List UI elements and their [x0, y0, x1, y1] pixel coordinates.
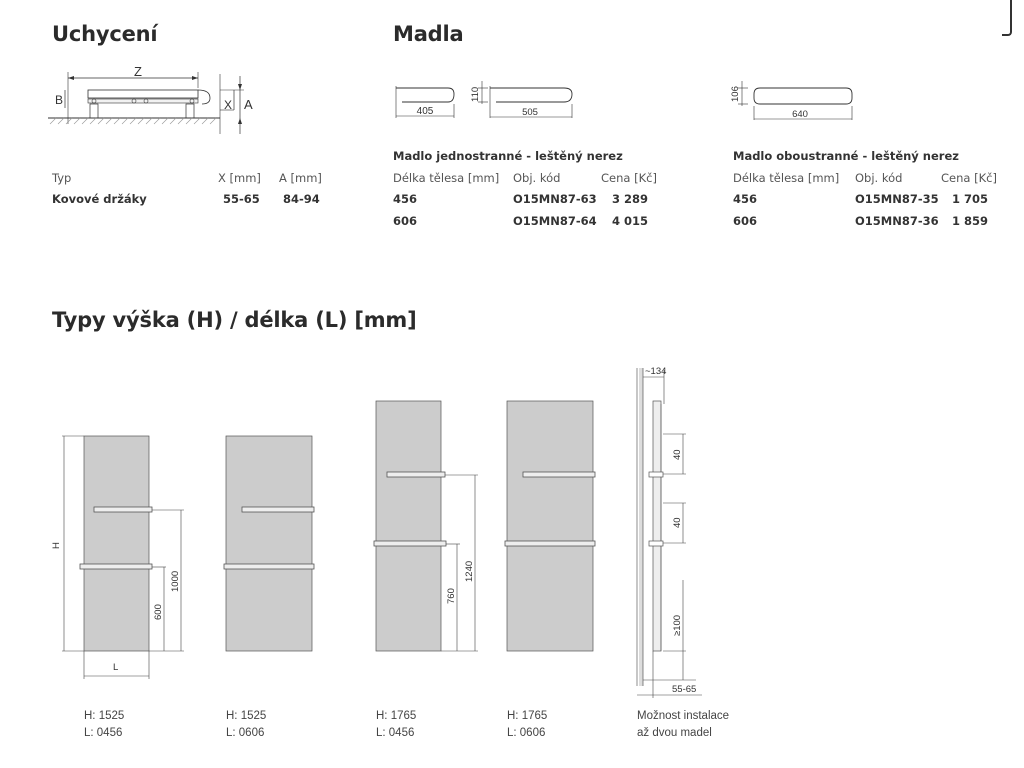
madlo-single-header-price: Cena [Kč]	[601, 171, 657, 185]
dim-x: X	[224, 98, 233, 112]
dim-side-top: ~134	[645, 366, 667, 377]
uchyceni-header-x: X [mm]	[218, 171, 261, 185]
dim-side-40a: 40	[672, 449, 683, 460]
madlo-double-row-price: 1 705	[952, 192, 989, 206]
variant-3-l: L: 0456	[376, 727, 415, 739]
madlo-single-header-code: Obj. kód	[513, 171, 561, 185]
uchyceni-header-typ: Typ	[52, 171, 72, 185]
madlo-single-row-price: 4 015	[612, 214, 649, 228]
uchyceni-row-a: 84-94	[283, 192, 320, 206]
dim-side-100: ≥100	[672, 614, 683, 636]
dim-side-bottom: 55-65	[672, 684, 697, 695]
variant-2	[226, 708, 266, 742]
madlo-single-row-len: 606	[393, 214, 418, 228]
dim-b: B	[55, 93, 64, 107]
madla-title: Madla	[393, 22, 464, 46]
install-note-line1: Možnost instalace	[637, 710, 730, 722]
radiator-2	[224, 436, 314, 651]
madlo-double-header-code: Obj. kód	[855, 171, 903, 185]
side-view	[637, 366, 702, 698]
madlo-double-row-code: O15MN87-36	[855, 214, 939, 228]
madlo-d1-label: 405	[416, 106, 434, 117]
radiator-4	[505, 401, 595, 651]
radiator-3	[374, 401, 478, 651]
madlo-double-header-len: Délka tělesa [mm]	[733, 171, 840, 185]
madlo-single-row-price: 3 289	[612, 192, 649, 206]
madlo-double-row-code: O15MN87-35	[855, 192, 939, 206]
dim-a: A	[244, 97, 253, 112]
install-note	[637, 708, 729, 742]
madlo-single-row-code: O15MN87-63	[513, 192, 597, 206]
madlo-d3-width-label: 640	[792, 109, 808, 120]
dim-600: 600	[153, 604, 164, 620]
dim-h: H	[51, 542, 62, 549]
variant-4-l: L: 0606	[507, 727, 546, 739]
dim-l: L	[113, 662, 119, 673]
madlo-single-row-code: O15MN87-64	[513, 214, 597, 228]
madlo-single-header-len: Délka tělesa [mm]	[393, 171, 500, 185]
madlo-double-caption: Madlo oboustranné - leštěný nerez	[733, 149, 959, 163]
variant-3	[376, 708, 416, 742]
madlo-double-header-price: Cena [Kč]	[941, 171, 997, 185]
uchyceni-title: Uchycení	[52, 22, 158, 46]
typy-title: Typy výška (H) / délka (L) [mm]	[52, 308, 417, 332]
radiator-1	[51, 436, 184, 679]
install-note-line2: až dvou madel	[637, 727, 712, 739]
uchyceni-header-a: A [mm]	[279, 171, 322, 185]
variant-4-h: H: 1765	[507, 710, 548, 722]
variant-2-h: H: 1525	[226, 710, 267, 722]
uchyceni-row-typ: Kovové držáky	[52, 192, 147, 206]
variant-1-l: L: 0456	[84, 727, 123, 739]
variant-3-h: H: 1765	[376, 710, 417, 722]
dim-side-40b: 40	[672, 517, 683, 528]
uchyceni-row-x: 55-65	[223, 192, 260, 206]
dim-760: 760	[446, 588, 457, 604]
dim-z: Z	[134, 64, 142, 79]
variant-1-h: H: 1525	[84, 710, 125, 722]
dim-1000: 1000	[170, 570, 181, 592]
madlo-d2-height-label: 110	[470, 86, 481, 102]
variant-1	[84, 708, 124, 742]
madlo-single-row-len: 456	[393, 192, 418, 206]
madlo-double-row-len: 456	[733, 192, 758, 206]
dim-1240: 1240	[464, 560, 475, 582]
variant-2-l: L: 0606	[226, 727, 265, 739]
madlo-double-row-len: 606	[733, 214, 758, 228]
madlo-single-caption: Madlo jednostranné - leštěný nerez	[393, 149, 623, 163]
variant-4	[507, 708, 547, 742]
madlo-double-row-price: 1 859	[952, 214, 989, 228]
madlo-d3-height-label: 106	[730, 86, 741, 102]
madlo-d2-width-label: 505	[522, 107, 538, 118]
